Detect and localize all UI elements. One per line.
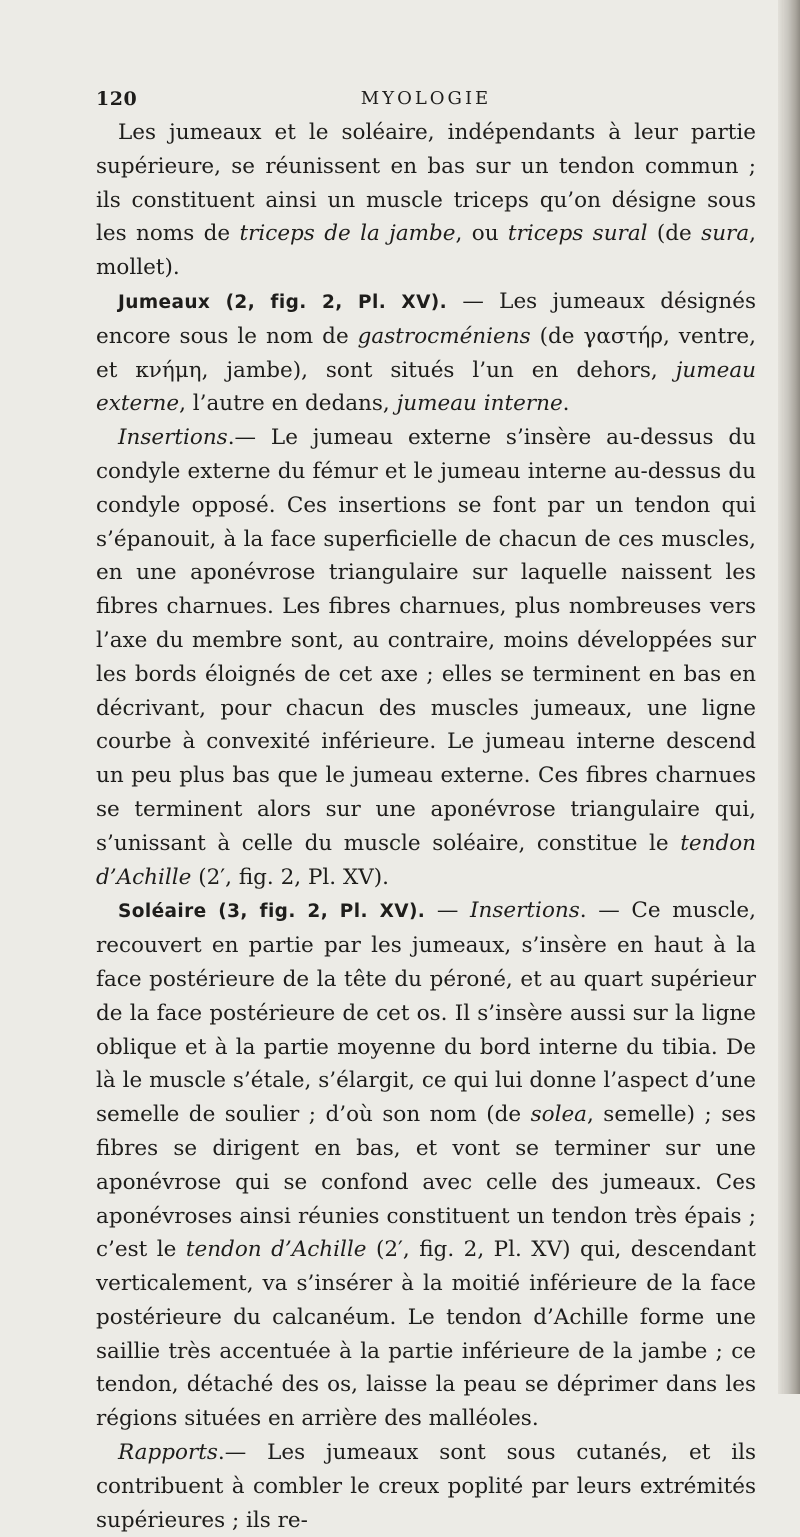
text-run: (de γαστήρ, ventre, et κνήμη, jambe), sont situés l’un en dehors, bbox=[96, 323, 756, 383]
paragraph-soleaire bbox=[96, 894, 756, 1436]
text-run: (2′, fig. 2, Pl. XV) qui, descendant verticalement, va s’insérer à la moitié inférieure de la face postérieure du calcanéum. Le tendon d’Achille forme une saillie très accentuée à la partie inférieure de la jambe ; ce tendon, détaché des os, laisse la peau se déprimer dans les régions situées en arrière des malléoles. bbox=[96, 1237, 756, 1432]
text-run: , l’autre en dedans, bbox=[179, 391, 397, 417]
subheading-rapports: Rapports bbox=[118, 1440, 218, 1466]
subheading-insertions: Insertions bbox=[470, 898, 580, 924]
italic-term: gastrocméniens bbox=[357, 323, 531, 349]
paragraph-triceps bbox=[96, 116, 756, 285]
text-run: — Les jumeaux désignés encore sous le nom de bbox=[96, 288, 756, 349]
italic-term: triceps sural bbox=[507, 221, 648, 247]
section-heading-jumeaux: Jumeaux (2, fig. 2, Pl. XV). bbox=[118, 291, 448, 313]
paragraph-jumeaux bbox=[96, 285, 756, 421]
text-run: Les jumeaux et le soléaire, indépendants à leur partie supérieure, se réunissent en bas sur un tendon commun ; ils constituent ainsi un muscle triceps qu’on désigne sous les noms de bbox=[96, 120, 756, 247]
paragraph-insertions-jumeaux bbox=[96, 421, 756, 894]
text-run: . — Ce muscle, recouvert en partie par les jumeaux, s’insère en haut à la face postérieure de la tête du péroné, et au quart supérieur de la face postérieure de cet os. Il s’insère aussi sur la ligne oblique et à la partie moyenne du bord interne du tibia. De là le muscle s’étale, s’élargit, ce qui lui donne l’aspect d’une semelle de soulier ; d’où son nom (de bbox=[96, 898, 756, 1128]
page-number: 120 bbox=[96, 88, 138, 110]
text-run: .— Les jumeaux sont sous cutanés, et ils contribuent à combler le creux poplité par leurs extrémités supérieures ; ils re- bbox=[96, 1440, 756, 1533]
italic-term: solea bbox=[530, 1102, 588, 1128]
section-heading-soleaire: Soléaire (3, fig. 2, Pl. XV). bbox=[118, 901, 426, 923]
text-run: , semelle) ; ses fibres se dirigent en bas, et vont se terminer sur une aponévrose qui se confond avec celle des jumeaux. Ces aponévroses ainsi réunies constituent un tendon très épais ; c’est le bbox=[96, 1102, 756, 1263]
running-head: MYOLOGIE bbox=[360, 88, 492, 109]
text-run: (de bbox=[647, 221, 702, 247]
italic-term: jumeau externe bbox=[96, 357, 756, 417]
paragraph-rapports bbox=[96, 1436, 756, 1537]
text-run: .— Le jumeau externe s’insère au-dessus du condyle externe du fémur et le jumeau interne au-dessus du condyle opposé. Ces insertions se font par un tendon qui s’épanouit, à la face superficielle de chacun de ces muscles, en une aponévrose triangulaire sur laquelle naissent les fibres charnues. Les fibres charnues, plus nombreuses vers l’axe du membre sont, au contraire, moins développées sur les bords éloignés de cet axe ; elles se terminent en bas en décrivant, pour chacun des muscles jumeaux, une ligne courbe à convexité inférieure. Le jumeau interne descend un peu plus bas que le jumeau externe. Ces fibres charnues se terminent alors sur une aponévrose triangulaire qui, s’unissant à celle du muscle soléaire, constitue le bbox=[96, 425, 756, 856]
text-run: — bbox=[425, 898, 471, 924]
text-run: (2′, fig. 2, Pl. XV). bbox=[191, 864, 390, 890]
subheading-insertions: Insertions bbox=[118, 425, 228, 451]
text-run: , ou bbox=[455, 221, 508, 247]
book-page bbox=[96, 84, 756, 1537]
text-run: , mollet). bbox=[96, 221, 756, 281]
italic-term: triceps de la jambe bbox=[239, 221, 456, 247]
italic-term: sura bbox=[701, 221, 750, 247]
italic-term: tendon d’Achille bbox=[185, 1237, 367, 1263]
italic-term: jumeau interne bbox=[396, 391, 563, 417]
page-header bbox=[96, 84, 756, 114]
text-run: . bbox=[562, 391, 570, 417]
page-edge-shadow bbox=[778, 0, 800, 1394]
italic-term: tendon d’Achille bbox=[96, 830, 756, 890]
